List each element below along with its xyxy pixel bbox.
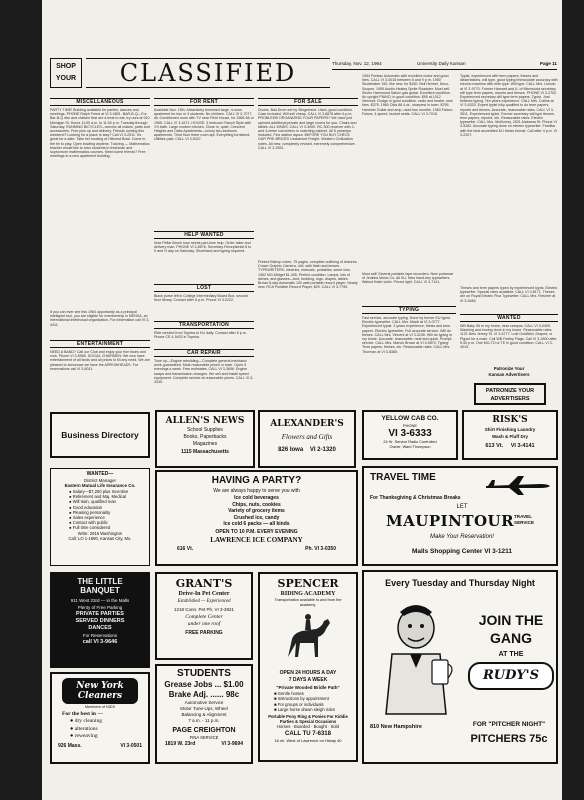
students-phone: VI 3-9694	[221, 741, 243, 747]
spencer-sub: RIDING ACADEMY	[280, 591, 336, 597]
risks-addr: 613 Vt.	[485, 443, 504, 449]
mensa-ad: If you can ever see this 1964 opportunity as a principal intelligent tool, you are eligible for membership in MENSA, an international intellectual organization. For information call VI 3-4411.	[50, 310, 150, 327]
classified-title: CLASSIFIED	[86, 58, 330, 88]
travel-subtitle: For Thanksgiving & Christmas Breaks	[370, 495, 461, 501]
sale-ads-text: Drums. Ball-Drum set by Slingerland. Used, good condition. Case included. Will sell cheap. CALL VI 3-8878 after 6 p.m. PROBLEMS ORGANIZING YOUR PAPERS? We have just opened additional private and large rooms for you. Chairs and tables. ALL KINDS. CALL VI 3-3000. RC-300 receiver with 2- and 4-meter converters in matching cabinet. All 5 preamps included. Fine station layout. BEFORE YOU BUY CHECK OUR PRE-BRICED Unclaimed Freight. Western Civilization notes. All new, completely revised, extremely comprehensive. CALL VI 3-2551.	[258, 108, 357, 150]
new-york-cleaners-ad	[50, 672, 150, 764]
travel-title: TRAVEL TIME	[370, 472, 436, 483]
spencer-line3: 7 DAYS A WEEK	[288, 677, 328, 684]
allens-news-ad	[155, 410, 255, 468]
students-title: STUDENTS	[177, 668, 231, 679]
grants-line3: FREE PARKING	[185, 630, 223, 636]
allens-line3: Magazines	[192, 441, 218, 447]
newyork-line1: For the best in —	[62, 711, 103, 717]
students-line5: Balancing & Alignment	[181, 712, 227, 717]
spencer-line1: Transportation available to and from the academy.	[274, 598, 342, 607]
entertainment-ads-text: NEED A BAND? Call our Club and enjoy your fine blues and rock. Phone VI 3-5555. SOCIAL CHAIRMEN: We now have entertainment of all kinds and all prices to fill any need. We are pleased to announce we have the ARROWHEADS. For reservations call VI 3-8011.	[50, 350, 150, 371]
risks-contact	[464, 440, 556, 452]
grants-name: GRANT'S	[175, 577, 233, 590]
banquet-phone: call VI 3-9646	[82, 639, 118, 645]
your-label: YOUR	[55, 75, 77, 82]
section-for-sale: FOR SALE	[258, 98, 358, 106]
students-line3: Automotive Service	[184, 700, 224, 705]
rudys-join1: JOIN THE	[478, 612, 544, 628]
rudys-join3: AT THE	[498, 651, 524, 658]
party-line5: Crushed ice, candy	[233, 514, 280, 521]
spencer-ad	[258, 572, 358, 762]
eastern-company: Eastern Mutual Life Insurance Co.	[64, 483, 136, 488]
party-line2: Ice cold beverages	[234, 495, 279, 501]
newyork-logo	[62, 678, 138, 704]
spencer-line4: "Private Wooded Bridle Path"	[276, 685, 340, 691]
section-lost: LOST	[154, 284, 254, 292]
alexanders-ad	[258, 410, 356, 468]
students-line1: Grease Jobs ... $1.00	[164, 680, 244, 689]
yellow-cab-line2: Owner, Ward Thompson	[389, 445, 431, 449]
banquet-line1: Plenty of Free Parking	[77, 605, 123, 610]
newyork-sub: Members of NIDS	[84, 705, 116, 709]
rudys-sign-text: RUDY'S	[482, 668, 540, 683]
party-title: HAVING A PARTY?	[211, 475, 302, 486]
rudys-pitcher1: FOR "PITCHER NIGHT"	[472, 721, 546, 728]
travel-reserve: Make Your Reservation!	[430, 534, 494, 540]
business-directory-title: Business Directory	[61, 430, 139, 440]
grants-addr: 1218 Conn. Pet Ph. VI 3-2921	[173, 607, 235, 612]
alexanders-addr: 826 Iowa	[278, 447, 304, 453]
newyork-addr: 926 Mass.	[58, 742, 82, 749]
eastern-requirement-item: ● Full time considered	[69, 525, 111, 531]
allens-line1: School Supplies	[187, 427, 223, 433]
col5-typing-text-2: Theses and term papers typed by experienced typist. Electric typewriter. Special rates available. CALL VI 3-8171. Theses are on Royal Electric Pica Typewriter. CALL Mrs. Fletcher at VI 3-5484.	[460, 286, 558, 303]
eastern-requirement-item: ● Will train, qualified man	[69, 499, 116, 505]
allens-line2: Books, Paperbacks	[183, 434, 227, 440]
spencer-line5: Portable Pony Ring & Ponies For Kiddie Parties & Special Occasions	[268, 714, 348, 725]
grants-line2: under one roof	[187, 621, 221, 627]
yellow-cab-ad	[362, 410, 458, 460]
eastern-requirement-item: ● Retirement and Maj. Medical	[69, 494, 126, 500]
col4-ads-text: 1954 Pontiac Automatic with excellent motor and good tires. CALL VI 3-0015 between 5 and 9 p.m. 1950 Studebaker 150, like new, for $150. Bell Helmet, Deco-Scopes. 1959 Austin-Healey Sprite Roadster. Must sell. Seven Hammond Saturn gas guitar. Excellent condition. An upright PIANO, in good condition. $95 at 1012 Vermont. Dodge in good condition, radio and heater, new tires. $375. 1960 Olds 88 4-dr., sharpest in town. $795. Hammer Guitar and amp, used two months. 1963 Falcon Futura, 4-speed, bucket seats. CALL VI 3-7016.	[362, 74, 453, 116]
issue-date: Thursday, Nov. 12, 1964	[332, 61, 382, 66]
eastern-call: Call: LO 1-1690, Kansas City, Mo.	[68, 536, 132, 542]
patronize-box	[474, 383, 546, 405]
eastern-mutual-ad	[50, 468, 150, 566]
typing-ads-text: Fast service, accurate typing. Done by former KU typist. Electric typewriter. CALL Mrs. Mardi at VI 3-0777. Experienced typist. 3 years experience, thesis and term papers. Electric typewriter. Full accurate service. Will do theses. CALL Mrs. Vincent at VI 3-3106. Will do typing in my home. Accurate, reasonable, neat and quick. Prompt service. CALL Mrs. Marvin Brown at VI 3-9870. Typing: Term papers, theses, etc. Reasonable rates. CALL Mrs. Thurman at VI 3-8385.	[362, 316, 453, 354]
patronize-box-line2: ADVERTISERS	[490, 396, 530, 402]
banquet-addr: 911 West 23rd — in the Malls	[70, 598, 130, 603]
rudys-pitcher2: PITCHERS 75c	[470, 733, 548, 745]
risks-ad	[462, 410, 558, 460]
bartender-illustration	[372, 598, 460, 718]
sale-ads-text-2: Printed Bishop notes. 75 pages, complete outlining of lectures. Crown Graphic Camera, 4x5, with flash and lenses. TYPEWRITERS, electrics, manuals, portables, some new. 1962 MG-Midget $1,495. Perfect condition. Lamps, lots of dishes, and glasses—bed, bedding, rugs, drapes, tables. Brown 8-day Automatic 100 watt portable record player. Nearly new. RCA Portable Record Player, $29. CALL VI 3-7795.	[258, 260, 358, 290]
risks-line1: Shirt Finishing Laundry	[484, 427, 536, 432]
students-addr: 1819 W. 23rd	[165, 741, 196, 747]
party-line3: Chips, nuts, cookies	[232, 501, 281, 508]
section-miscellaneous: MISCELLANEOUS	[50, 98, 150, 106]
allens-addr: 1115 Massachusetts	[181, 449, 229, 455]
rudys-addr: 810 New Hampshire	[370, 724, 422, 730]
newyork-service-item: ● reweaving	[70, 733, 98, 739]
spencer-name: SPENCER	[277, 577, 339, 590]
wanted-ads-text: Will Baby Sit in my home, near campus. CALL VI 3-0409. Washing and ironing done in my home. Reasonable rates. 1121 New Jersey St. VI 3-6777. Lost Goldfield, Draped, or Pigout for a male. Call Will Feeley Flags. Call VI 3-2800 after 5:30 p.m. One MG-TD or TE in good condition. CALL VI 3-4015.	[460, 324, 557, 350]
banquet-line4: DANCES	[88, 625, 112, 631]
shop-your-box	[50, 58, 82, 88]
newyork-services	[70, 718, 148, 741]
party-line1: We are always happy to serve you with	[213, 488, 300, 494]
eastern-requirement-item: ● Sales experience	[69, 515, 105, 521]
col5-typing-text: Typist, experienced with term papers, theses and dissertations, will type, good typing immaculate accuracy with electric machine with elite type. Will type. CALL Mrs. Lincoln at VI 3-9770. Former Harvard and U. of Minnesota secretary will type term papers, reports and theses. PHONE VI 3-2702. Experienced secretary will type term papers. Typist. Just finished typing. Ten years experience. CALL Mrs. Collins at VI 3-6333. Expert typist fully qualified to do term papers, reports and theses. Accurate, reasonable rates. CALL VI 3-3511. Experienced typist. Former secretary will type theses, term papers, reports, etc. Reasonable rates. Electric typewriter. CALL Mrs. McKinney, 2521 Alabama St. Phone VI 3-5282. Accurate typing done on electric typewriter. Familiar with the best accredited KU thesis format. Call after 4 p.m. VI 3-2207.	[460, 74, 558, 137]
section-wanted: WANTED	[460, 314, 558, 322]
students-ad	[155, 664, 253, 764]
lost-ads-text: Black purse left in College Intermediary Board Box, second floor library. Contact after 6 p.m. Phone VI 3-0222.	[154, 294, 248, 303]
eastern-requirement-item: ● Salary—$7,200 plus Incentive	[69, 489, 129, 494]
party-line4: Variety of grocery items	[228, 508, 285, 514]
patronize-box-line1: PATRONIZE YOUR	[485, 388, 535, 394]
travel-ad	[362, 466, 558, 566]
car-repair-text: Tune up—Engine rebuilding—Complete general mechanic work guaranteed. Most reasonable prices in town. Open 5 evenings a week. Free estimates. CALL VI 3-3696. Engine swaps and transmission changes. We sell and install speed equipment. Complete service at reasonable prices. CALL VI 3-3340.	[154, 359, 254, 385]
grants-line1: Complete Center	[185, 614, 223, 620]
misc-ads-text: PARTY TIME! Building available for parties, dances and meetings. PHONE Ralph Freed at VI 3-0801. BAR-B-Q—For Bar-B-Q ribs and chicken that are a treat to eat, try ours at 910 Michigan St. Hours 11:00 a.m. to 11:00 p.m. Tuesday through Saturday. RUNNING BICYCLES—service all makes, parts and accessories. Free pick up and delivery. Friends coming this weekend? Looking for a place to stay? Call VI 3-2511. It's great for a date. Take her bowling at Hillcrest Bowl. Come to the tin to play. Open bowling anytime. Tutoring — Mathematics teacher would like to tutor students in freshman and sophomore mathematics courses. Need some friends? Free meetings in a new apartment building.	[50, 108, 150, 159]
students-line2: Brake Adj. ...... 98c	[168, 690, 240, 699]
banquet-title: THE LITTLE BANQUET	[77, 577, 123, 595]
newyork-service-item: ● dry cleaning	[70, 718, 103, 724]
party-line7: OPEN TO 10 P.M. EVERY EVENING	[215, 528, 298, 535]
page-number: Page 11	[539, 61, 557, 66]
eastern-sub: District Manager	[84, 478, 116, 483]
spencer-features	[274, 691, 356, 712]
eastern-requirement-item: ● Good education	[69, 504, 103, 510]
travel-address: Malls Shopping Center VI 3-1211	[411, 548, 513, 555]
spencer-line6: Horses · Boarded · Bought · Sold	[277, 724, 339, 730]
col4-ads-text-2: Must sell! Several portable tape recorders. New portamat of Jenkins Music Co. All KU. New hand-key typewriters. Walnut finish violin. Priced right. CALL VI 3-7141.	[362, 272, 453, 285]
spencer-feature-item: ■ Large horse drawn sleigh rides	[274, 706, 335, 712]
newyork-service-item: ● alterations	[70, 725, 98, 732]
banquet-line5: For Reservations	[82, 633, 118, 638]
party-phone: Ph. VI 3-0350	[305, 545, 336, 552]
little-banquet-ad	[50, 572, 150, 668]
newspaper-page	[42, 0, 562, 800]
section-transportation: TRANSPORTATION	[154, 321, 254, 329]
travel-company: MAUPINTOUR	[386, 512, 515, 530]
alexanders-sub: Flowers and Gifts	[281, 433, 333, 441]
risks-line2: Wash & Fluff Dry	[491, 434, 529, 439]
party-line6: Ice cold 6 packs — all kinds	[223, 521, 290, 527]
newyork-name: New York Cleaners	[76, 681, 124, 701]
masthead	[50, 58, 330, 92]
rent-ads-text: Available Nov. 15th. Attractively furnished large, 4-room apartment for two or 3 students. No children. CALL VI 3-7077. Air-Conditioned room with TV near Field House, for 1965-66 or 1965. CALL VI 3-1671. HOUSE: 3 bedroom Ranch Style with 1½ bath. Large modern kitchen. Close in, quiet. Crescent Heights and Oaks Apartments—luxury two-bedroom apartments. Third floor three room apt. Everything furnished. Utilities paid. CALL VI 3-6337.	[154, 108, 254, 142]
masthead-info	[332, 60, 557, 70]
section-car-repair: CAR REPAIR	[154, 349, 254, 357]
students-sub: FINA SERVICE	[189, 735, 219, 740]
airplane-icon	[484, 474, 552, 496]
grants-ad	[155, 572, 253, 660]
allens-name: ALLEN'S NEWS	[165, 416, 245, 426]
help-wanted-text: Now Pellar Brush man needs part-time help. Order taker and delivery man. PHONE VI 3-8576. Secretary-Receptionist 8 to 5 and ½ day on Saturday. Shorthand and typing required.	[154, 241, 252, 254]
rudys-title: Every Tuesday and Thursday Night	[385, 578, 535, 588]
eastern-requirement-item: ● Pleasing personality	[69, 509, 111, 515]
rudys-sign	[468, 662, 554, 690]
patronize-kansan-line1: Patronize Your	[493, 366, 525, 371]
yellow-cab-line1: 24 Hr. Service Radio Controlled	[383, 440, 437, 444]
travel-service: TRAVEL SERVICE	[514, 514, 535, 525]
spencer-feature-item: ■ Instructions by appointment	[274, 696, 329, 702]
newyork-phone: VI 3-0501	[120, 742, 142, 749]
students-line4: Motor Tune-Ups, Wheel	[180, 706, 228, 711]
spencer-line2: OPEN 24 HOURS A DAY	[279, 670, 337, 677]
students-line6: 7 a.m. - 11 p.m.	[188, 718, 220, 723]
alexanders-phone: VI 2-1320	[309, 447, 336, 453]
banquet-line2: PRIVATE PARTIES	[76, 611, 124, 617]
alexanders-contact	[260, 443, 354, 457]
eastern-write: Write: 2916 Washington	[77, 530, 123, 536]
shop-label: SHOP	[56, 63, 76, 70]
grants-sub: Drive-In Pet Center	[178, 591, 230, 597]
banquet-line3: SERVED DINNERS	[75, 618, 125, 624]
risks-phone: VI 3-4141	[510, 443, 535, 449]
spencer-phone: CALL TU 7-6318	[285, 731, 331, 738]
business-directory-banner	[50, 412, 150, 458]
alexanders-name: ALEXANDER'S	[270, 419, 344, 429]
spencer-feature-item: ■ For groups or individuals	[274, 701, 324, 707]
rudys-join2: GANG	[490, 630, 532, 646]
grants-est: Established — Experienced	[177, 599, 231, 604]
section-typing: TYPING	[362, 306, 456, 314]
rudys-ad	[362, 570, 558, 764]
party-ad	[155, 470, 358, 566]
section-entertainment: ENTERTAINMENT	[50, 340, 150, 348]
section-for-rent: FOR RENT	[154, 98, 254, 106]
risks-name: RISK'S	[492, 415, 528, 425]
eastern-title: WANTED—	[86, 471, 114, 477]
patronize-kansan-line2: Kansan Advertisers	[488, 371, 530, 377]
party-addr: 616 Vt.	[177, 545, 194, 552]
patronize-kansan	[460, 366, 558, 378]
spencer-addr: 16 mi. West of Lawrence on Hiway 40	[274, 738, 342, 744]
spencer-feature-item: ■ Gentle horses	[274, 691, 304, 697]
yellow-cab-phone: VI 3-6333	[388, 428, 432, 439]
transportation-ads-text: Ride needed from Topeka to KU daily. Contact after 6 p.m. Phone CE 4-5402 in Topeka.	[154, 331, 247, 340]
travel-let: LET	[456, 504, 468, 510]
party-company: LAWRENCE ICE COMPANY	[210, 535, 303, 544]
yellow-cab-name: YELLOW CAB CO.	[381, 415, 439, 422]
students-company: PAGE CREIGHTON	[172, 727, 236, 734]
paper-name: University Daily Kansan	[417, 61, 466, 66]
yellow-cab-phone-label: PHONE	[402, 423, 418, 428]
eastern-requirements	[69, 489, 149, 531]
section-help-wanted: HELP WANTED	[154, 231, 254, 239]
horse-rider-icon	[278, 609, 338, 665]
eastern-requirement-item: ● Contact with public	[69, 520, 108, 526]
